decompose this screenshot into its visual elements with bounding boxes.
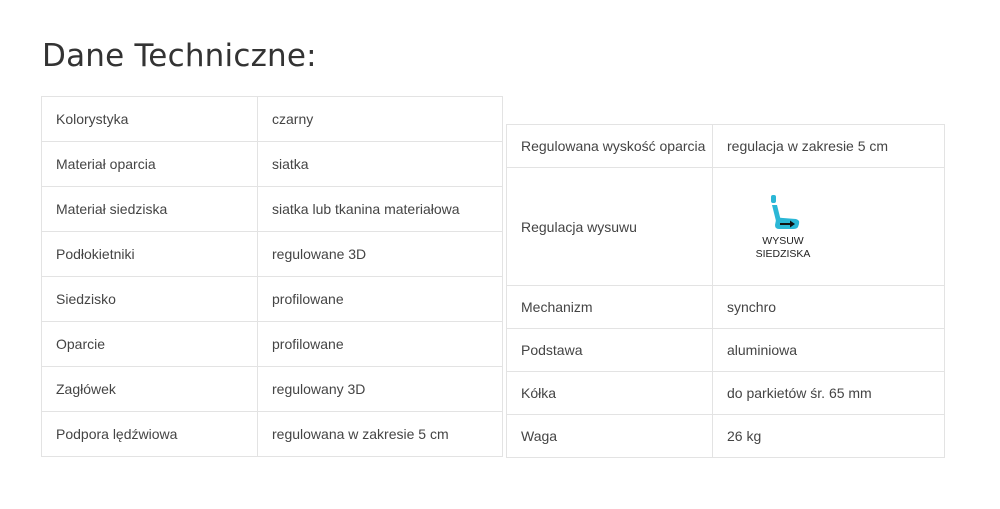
spec-value: czarny <box>258 97 503 142</box>
table-row <box>507 329 945 372</box>
spec-label: Zagłówek <box>42 367 258 412</box>
table-row <box>42 367 503 412</box>
spec-value: profilowane <box>258 322 503 367</box>
spec-label: Waga <box>507 415 713 458</box>
spec-value: synchro <box>713 286 945 329</box>
spec-label: Materiał oparcia <box>42 142 258 187</box>
spec-value: regulacja w zakresie 5 cm <box>713 125 945 168</box>
spec-label: Podstawa <box>507 329 713 372</box>
spec-value: 26 kg <box>713 415 945 458</box>
table-row <box>507 415 945 458</box>
spec-label: Materiał siedziska <box>42 187 258 232</box>
table-row <box>507 125 945 168</box>
table-row <box>42 142 503 187</box>
table-row <box>42 412 503 457</box>
spec-value: siatka <box>258 142 503 187</box>
table-row <box>42 97 503 142</box>
spec-value: do parkietów śr. 65 mm <box>713 372 945 415</box>
table-row <box>42 277 503 322</box>
spec-label: Kolorystyka <box>42 97 258 142</box>
icon-caption-line1: WYSUW <box>762 234 804 247</box>
seat-slide-graphic <box>763 193 803 235</box>
spec-value: siatka lub tkanina materiałowa <box>258 187 503 232</box>
spec-label: Podłokietniki <box>42 232 258 277</box>
table-row <box>42 187 503 232</box>
spec-value-icon-cell <box>713 168 945 286</box>
page-title: Dane Techniczne: <box>42 38 317 74</box>
spec-value: profilowane <box>258 277 503 322</box>
spec-label: Siedzisko <box>42 277 258 322</box>
spec-value: regulowane 3D <box>258 232 503 277</box>
icon-caption-line2: SIEDZISKA <box>755 247 811 260</box>
spec-table-right <box>506 124 945 458</box>
spec-table-left <box>41 96 503 457</box>
spec-value: regulowana w zakresie 5 cm <box>258 412 503 457</box>
seat-slide-icon <box>743 193 823 261</box>
spec-label: Kółka <box>507 372 713 415</box>
table-row <box>42 322 503 367</box>
table-row <box>507 286 945 329</box>
table-row <box>42 232 503 277</box>
spec-label: Mechanizm <box>507 286 713 329</box>
table-row <box>507 168 945 286</box>
table-row <box>507 372 945 415</box>
spec-label: Podpora lędźwiowa <box>42 412 258 457</box>
spec-label: Oparcie <box>42 322 258 367</box>
spec-value: aluminiowa <box>713 329 945 372</box>
spec-label: Regulowana wyskość oparcia <box>507 125 713 168</box>
spec-value: regulowany 3D <box>258 367 503 412</box>
spec-label: Regulacja wysuwu <box>507 168 713 286</box>
